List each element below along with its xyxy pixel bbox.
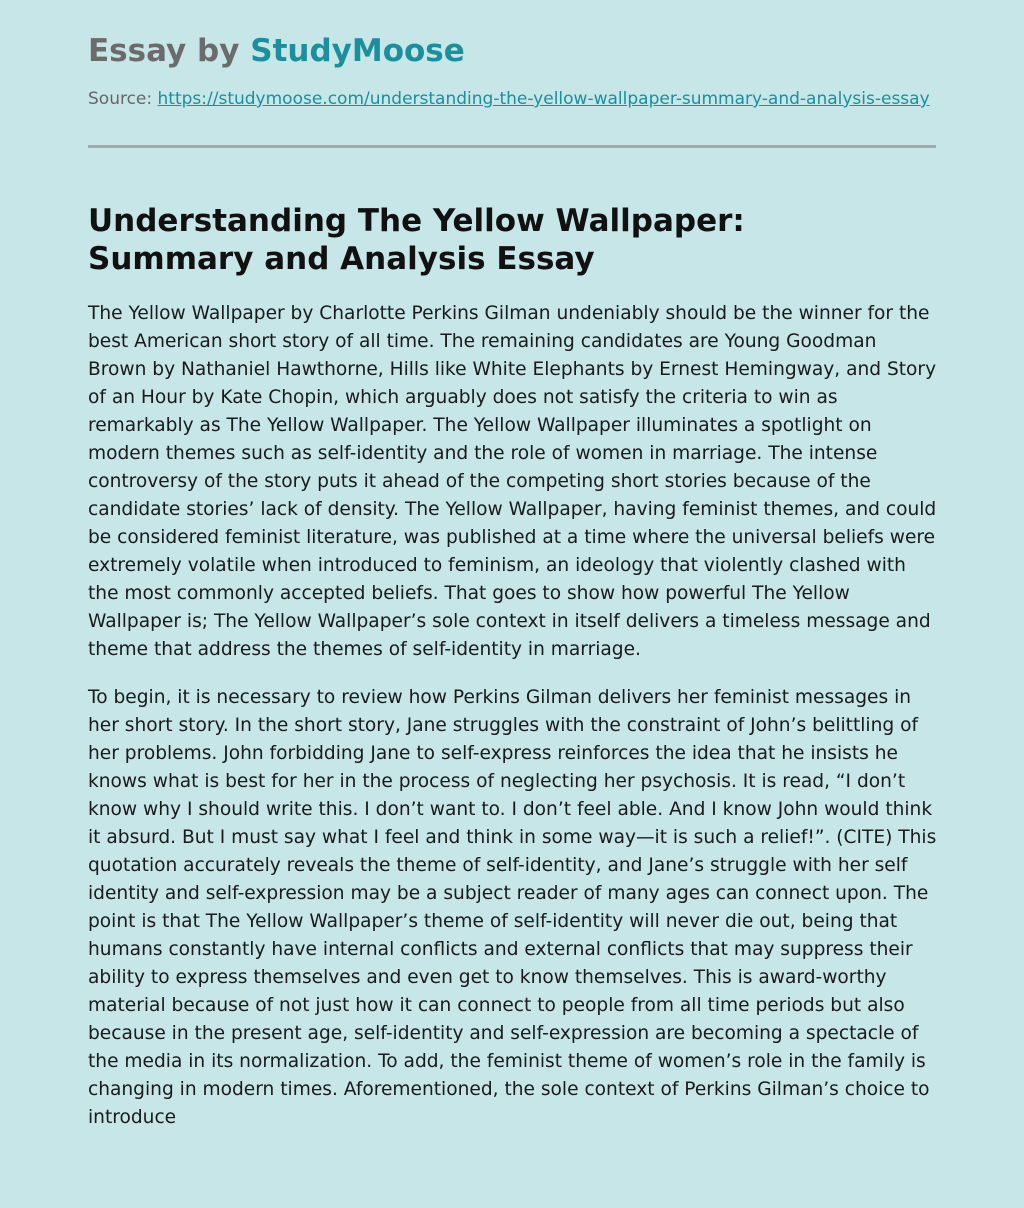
source-link[interactable]: https://studymoose.com/understanding-the-yellow-wallpaper-summary-and-analysis-essay <box>157 89 930 109</box>
header-divider <box>88 145 936 148</box>
page-title <box>88 202 936 278</box>
site-brand <box>88 32 465 70</box>
source-label: Source: <box>88 89 153 109</box>
title-line-1: Understanding The Yellow Wallpaper: <box>88 203 745 239</box>
source-line <box>88 90 936 109</box>
essay-paragraph: To begin, it is necessary to review how Perkins Gilman delivers her feminist messages in her short story. In the short story, Jane struggles with the constraint of John’s belittling of her problems. John forbidding Jane to self-express reinforces the idea that he insists he knows what is best for her in the process of neglecting her psychosis. It is read, “I don’t know why I should write this. I don’t want to. I don’t feel able. And I know John would think it absurd. But I must say what I feel and think in some way—it is such a relief!”. (CITE) This quotation accurately reveals the theme of self-identity, and Jane’s struggle with her self identity and self-expression may be a subject reader of many ages can connect upon. The point is that The Yellow Wallpaper’s theme of self-identity will never die out, being that humans constantly have internal conflicts and external conflicts that may suppress their ability to express themselves and even get to know themselves. This is award-worthy material because of not just how it can connect to people from all time periods but also because in the present age, self-identity and self-expression are becoming a spectacle of the media in its normalization. To add, the feminist theme of women’s role in the family is changing in modern times. Aforementioned, the sole context of Perkins Gilman’s choice to introduce <box>88 687 937 1128</box>
title-line-2: Summary and Analysis Essay <box>88 241 595 277</box>
brand-prefix: Essay by <box>88 33 251 69</box>
essay-paragraph: The Yellow Wallpaper by Charlotte Perkins Gilman undeniably should be the winner for the best American short story of all time. The remaining candidates are Young Goodman Brown by Nathaniel Hawthorne, Hills like White Elephants by Ernest Hemingway, and Story of an Hour by Kate Chopin, which arguably does not satisfy the criteria to win as remarkably as The Yellow Wallpaper. The Yellow Wallpaper illuminates a spotlight on modern themes such as self-identity and the role of women in marriage. The intense controversy of the story puts it ahead of the competing short stories because of the candidate stories’ lack of density. The Yellow Wallpaper, having feminist themes, and could be considered feminist literature, was published at a time where the universal beliefs were extremely volatile when introduced to feminism, an ideology that violently clashed with the most commonly accepted beliefs. That goes to show how powerful The Yellow Wallpaper is; The Yellow Wallpaper’s sole context in itself delivers a timeless message and theme that address the themes of self-identity in marriage. <box>88 303 937 660</box>
brand-name[interactable]: StudyMoose <box>250 33 465 69</box>
essay-body <box>88 300 938 1152</box>
